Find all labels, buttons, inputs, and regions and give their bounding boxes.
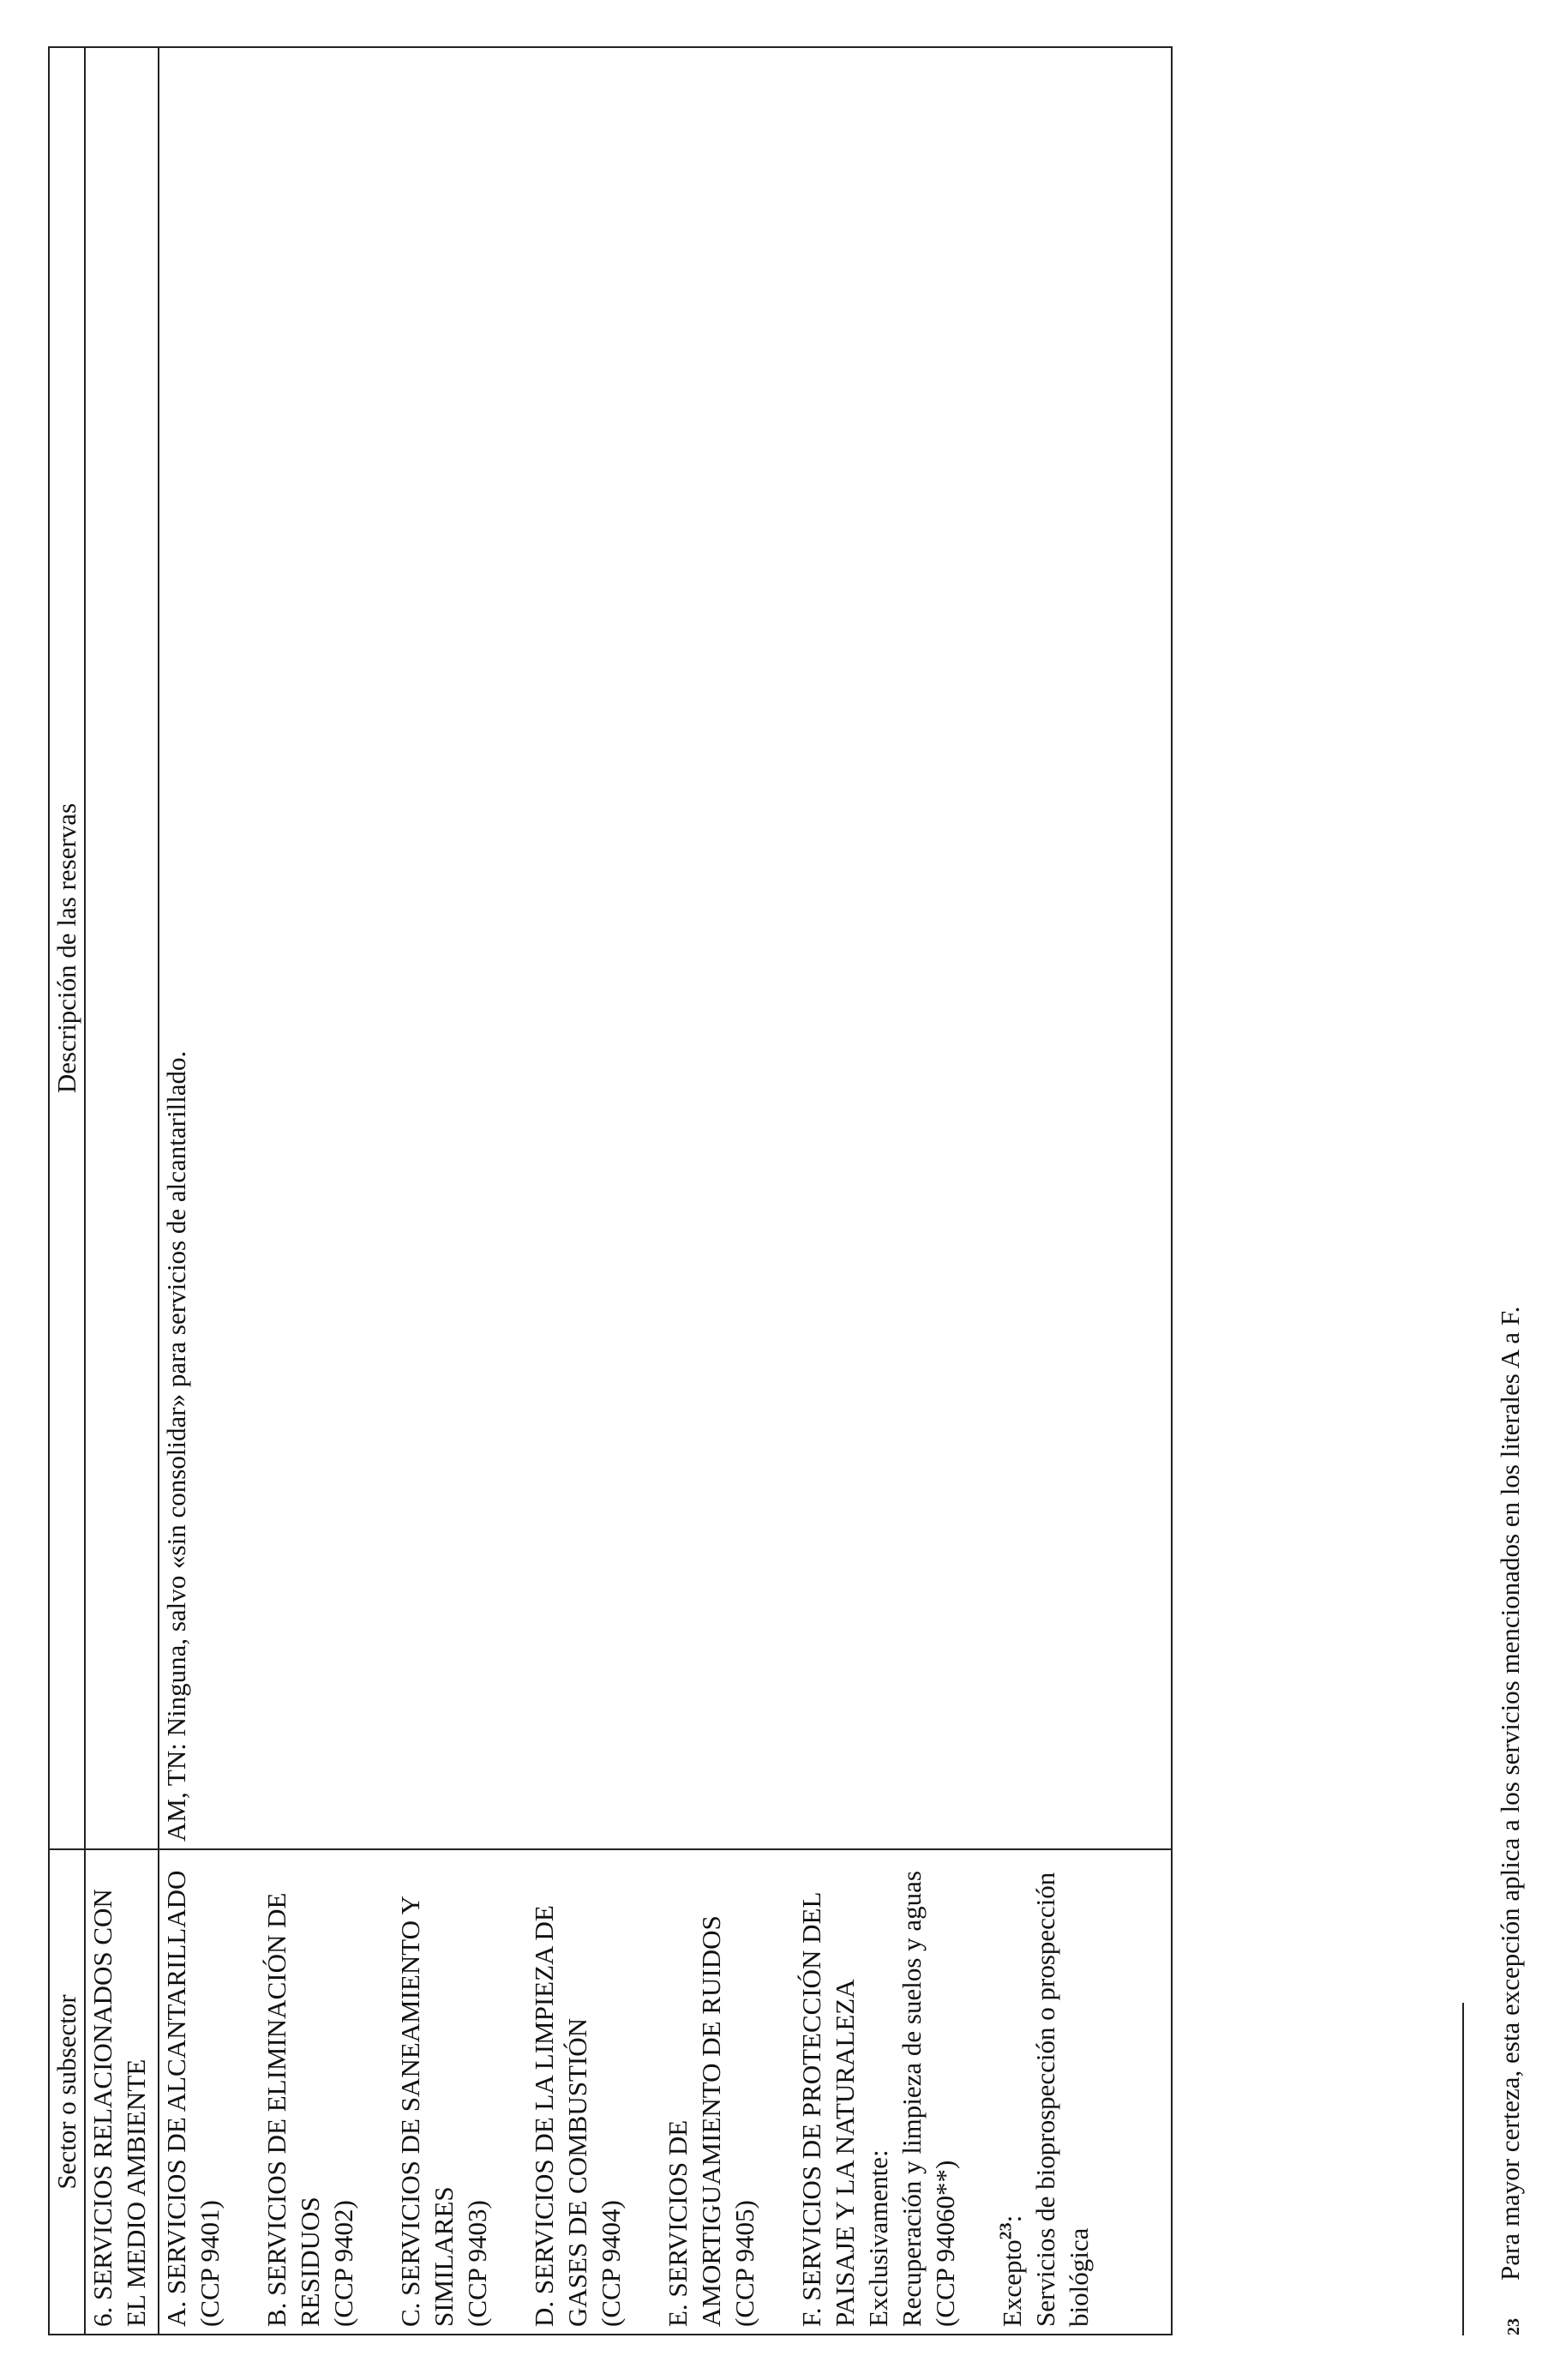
footnote	[1493, 1307, 1531, 2335]
footnote-number: 23	[1504, 2318, 1523, 2335]
subsector-a: A. SERVICIOS DE ALCANTARILLADO (CCP 9401)	[161, 1870, 225, 2327]
reservations-table	[48, 46, 1173, 2335]
subsector-b: B. SERVICIOS DE ELIMINACIÓN DE RESIDUOS (CCP 9402)	[261, 1892, 358, 2327]
exception-suffix: :	[997, 2215, 1027, 2223]
footnote-text: Para mayor certeza, esta excepción aplica a los servicios mencionados en los literales A a F.	[1495, 1306, 1525, 2281]
subsector-e: E. SERVICIOS DE AMORTIGUAMIENTO DE RUIDOS (CCP 9405)	[663, 1915, 759, 2327]
exception-label: Excepto	[997, 2239, 1027, 2327]
section-description-empty	[85, 47, 159, 1849]
exception-text: Servicios de bioprospección o prospección biológica	[1030, 1872, 1094, 2327]
subsector-cell	[159, 1849, 1172, 2335]
header-sector: Sector o subsector	[49, 1849, 85, 2335]
subsector-f: F. SERVICIOS DE PROTECCIÓN DEL PAISAJE Y LA NATURALEZA Exclusivamente: Recuperación y limpieza de suelos y aguas (CCP 94060**)	[796, 1871, 960, 2327]
reservation-description: AM, TN: Ninguna, salvo «sin consolidar» para servicios de alcantarillado.	[159, 47, 1172, 1849]
subsector-row	[159, 47, 1172, 2335]
section-row	[85, 47, 159, 2335]
exception-block	[995, 1857, 1095, 2327]
table-header-row	[49, 47, 85, 2335]
footnote-separator	[1462, 2003, 1464, 2335]
section-title: 6. SERVICIOS RELACIONADOS CON EL MEDIO AMBIENTE	[85, 1849, 159, 2335]
header-description: Descripción de las reservas	[49, 47, 85, 1849]
exception-footnote-ref: 23	[996, 2222, 1016, 2240]
subsector-d: D. SERVICIOS DE LA LIMPIEZA DE GASES DE COMBUSTIÓN (CCP 9404)	[529, 1905, 626, 2327]
subsector-c: C. SERVICIOS DE SANEAMIENTO Y SIMILARES (CCP 9403)	[395, 1895, 492, 2327]
